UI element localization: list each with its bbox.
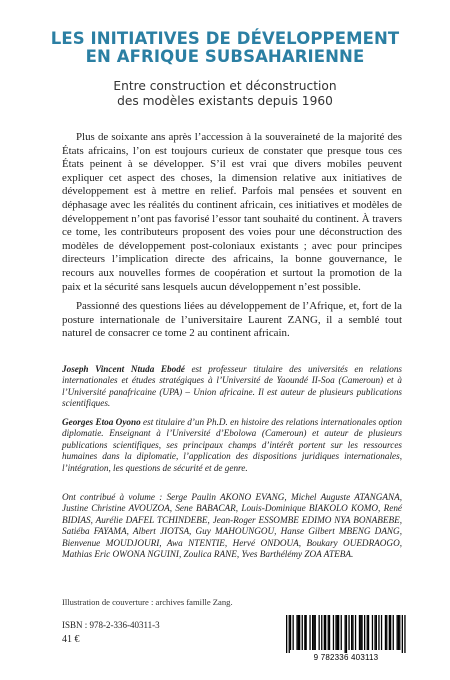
cover-credit: Illustration de couverture : archives famille Zang.	[62, 597, 233, 607]
author-name-2: Georges Etoa Oyono	[62, 417, 141, 427]
barcode-bar	[393, 615, 394, 650]
barcode-bar	[374, 615, 375, 650]
barcode-bar	[345, 615, 346, 653]
barcode-bar	[329, 615, 330, 650]
barcode-bar	[335, 615, 336, 650]
barcode-bar	[315, 615, 316, 650]
barcode-bar	[293, 615, 294, 650]
barcode-bar	[324, 615, 325, 650]
barcode-bar	[304, 615, 305, 650]
barcode-bar	[376, 615, 377, 650]
blurb-paragraph-2: Passionné des questions liées au développement de l’Afrique, et, fort de la posture internationale de l’universitaire Laurent ZANG, il a semblé tout naturel de consacrer ce tome 2 au continent africain.	[62, 300, 402, 340]
barcode	[282, 615, 410, 663]
barcode-bar	[309, 615, 310, 650]
isbn: ISBN : 978-2-336-40311-3	[62, 620, 160, 630]
barcode-bar	[389, 615, 390, 650]
barcode-bar	[348, 615, 349, 650]
barcode-bar	[355, 615, 356, 650]
book-title	[20, 30, 430, 66]
author-bio-text-1: est professeur titulaire des universités en relations internationales et études stratégiques à l’Université de Yaoundé II-Soa (Cameroun) et à l’Université panafricaine (UPA) – Union africaine. Il est auteur de plusieurs publications scientifiques.	[62, 364, 402, 409]
barcode-bar	[360, 615, 361, 650]
barcode-bar	[290, 615, 291, 650]
barcode-bar	[321, 615, 322, 650]
barcode-bar	[341, 615, 342, 650]
barcode-digits: 9 782336 403113	[313, 653, 379, 662]
blurb-paragraph-1: Plus de soixante ans après l’accession à la souveraineté de la majorité des États africains, l’on est toujours curieux de constater que presque tous ces États peinent à se développer. S’il est vrai que divers mobiles peuvent expliquer cet aspect des choses, la dimension relative aux initiatives de développement est à mettre en relief. Parfois mal pensées et souvent en déphasage avec les réalités du continent africain, ces initiatives et modèles de développement n’ont pas favorisé l’essor tant souhaité du continent. À travers ce tome, les contributeurs proposent des voies pour une déconstruction des modèles de développement post-coloniaux existants ; avec pour principes directeurs l’implication directe des africains, la bonne gouvernance, le recours aux nouvelles formes de coopération et surtout la promotion de la paix et la sécurité sans lesquels aucun développement n’est possible.	[62, 131, 402, 293]
barcode-bar	[346, 615, 347, 653]
barcode-bar	[404, 615, 405, 653]
barcode-bar	[364, 615, 365, 650]
barcode-bar	[299, 615, 300, 650]
barcode-bar	[351, 615, 352, 650]
blurb	[62, 131, 402, 347]
barcode-bar	[398, 615, 399, 650]
author-name-1: Joseph Vincent Ntuda Ebodé	[62, 364, 185, 374]
barcode-bar	[328, 615, 329, 650]
barcode-bar	[319, 615, 320, 650]
barcode-bar	[381, 615, 382, 650]
barcode-bar	[312, 615, 313, 650]
barcode-bar	[302, 615, 303, 650]
barcode-bar	[325, 615, 326, 650]
barcode-bar	[372, 615, 373, 650]
barcode-bar	[385, 615, 386, 650]
barcode-bar	[296, 615, 297, 650]
barcode-bar	[402, 615, 403, 653]
barcode-bar	[361, 615, 362, 650]
barcode-bar	[386, 615, 387, 650]
barcode-bar	[313, 615, 314, 650]
price: 41 €	[62, 634, 80, 645]
subtitle-line-2: des modèles existants depuis 1960	[117, 94, 333, 108]
barcode-bar	[367, 615, 368, 650]
barcode-bars	[282, 615, 410, 653]
author-bio-text-2: est titulaire d’un Ph.D. en histoire des relations internationales option diplomatie. Enseignant à l’Université d’Ebolowa (Cameroun) et auteur de plusieurs publications scientifiques, ses principaux champs d’intérêt portent sur les ressources humaines dans la diplomatie, l’application des dispositions juridiques internationales, l’intégration, les questions de sécurité et de genre.	[62, 417, 402, 473]
barcode-bar	[378, 615, 379, 650]
barcode-bar	[306, 615, 307, 650]
barcode-bar	[399, 615, 400, 650]
author-bio-1	[62, 364, 402, 410]
barcode-bar	[368, 615, 369, 650]
barcode-bar	[397, 615, 398, 650]
barcode-bar	[298, 615, 299, 650]
title-line-2: EN AFRIQUE SUBSAHARIENNE	[85, 47, 365, 66]
author-bio-2	[62, 417, 402, 474]
barcode-bar	[352, 615, 353, 650]
barcode-bar	[337, 615, 338, 650]
book-subtitle	[20, 79, 430, 109]
barcode-bar	[359, 615, 360, 650]
subtitle-line-1: Entre construction et déconstruction	[113, 79, 337, 93]
barcode-bar	[289, 615, 290, 653]
barcode-bar	[333, 615, 334, 650]
barcode-bar	[390, 615, 391, 650]
title-line-1: LES INITIATIVES DE DÉVELOPPEMENT	[50, 29, 400, 48]
barcode-bar	[286, 615, 287, 653]
barcode-bar	[338, 615, 339, 650]
contributors-list: Ont contribué à volume : Serge Paulin AKONO EVANG, Michel Auguste ATANGANA, Justine Christine AVOUZOA, Sene BABACAR, Louis-Dominique BIAKOLO KOMO, René BIDIAS, Aurélie DAFEL TCHINDEBE, Jean-Roger ESSOMBE EDIMO NYA BONABEBE, Satiéba FAYAMA, Albert JIOTSA, Guy MAHOUNGOU, Hanse Gilbert MBENG DANG, Bienvenue MOUDJOURI, Awa NTENTIE, Hervé ONDOUA, Boukary OUEDRAOGO, Mathias Eric OWONA NGUINI, Zoulica RANE, Yves Barthélémy ZOA ATEBA.	[62, 492, 402, 560]
